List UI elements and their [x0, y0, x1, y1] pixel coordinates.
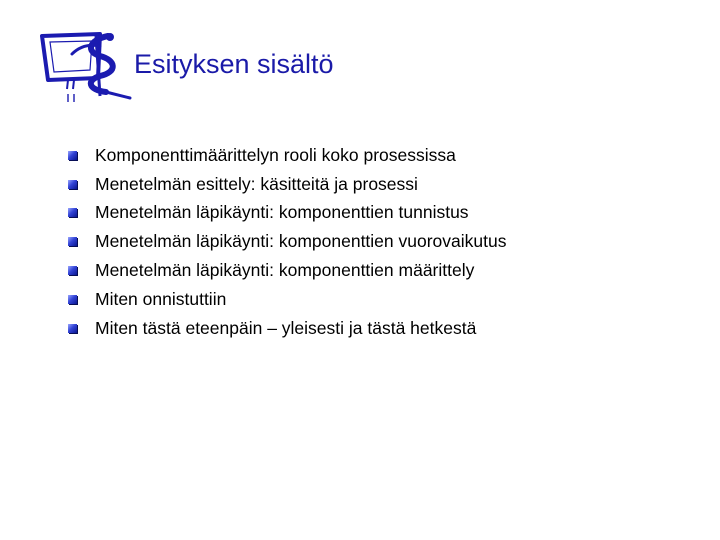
- square-bullet-icon: [68, 266, 77, 275]
- square-bullet-icon: [68, 151, 77, 160]
- bullet-text: Menetelmän läpikäynti: komponenttien vuorovaikutus: [95, 231, 507, 252]
- bullet-list: [68, 141, 506, 343]
- list-item: [68, 314, 506, 343]
- square-bullet-icon: [68, 208, 77, 217]
- bullet-text: Menetelmän esittely: käsitteitä ja prosessi: [95, 173, 418, 194]
- bullet-text: Komponenttimäärittelyn rooli koko prosessissa: [95, 144, 456, 165]
- square-bullet-icon: [68, 295, 77, 304]
- monitor-with-serpent-logo-icon: [38, 32, 134, 104]
- list-item: [68, 285, 506, 314]
- bullet-text: Menetelmän läpikäynti: komponenttien tunnistus: [95, 202, 469, 223]
- list-item: [68, 227, 506, 256]
- square-bullet-icon: [68, 237, 77, 246]
- square-bullet-icon: [68, 180, 77, 189]
- list-item: [68, 256, 506, 285]
- bullet-text: Miten tästä eteenpäin – yleisesti ja tästä hetkestä: [95, 317, 477, 338]
- square-bullet-icon: [68, 324, 77, 333]
- bullet-text: Menetelmän läpikäynti: komponenttien määrittely: [95, 260, 475, 281]
- list-item: [68, 141, 506, 170]
- slide-title: Esityksen sisältö: [134, 49, 334, 79]
- bullet-text: Miten onnistuttiin: [95, 288, 227, 309]
- list-item: [68, 199, 506, 228]
- list-item: [68, 170, 506, 199]
